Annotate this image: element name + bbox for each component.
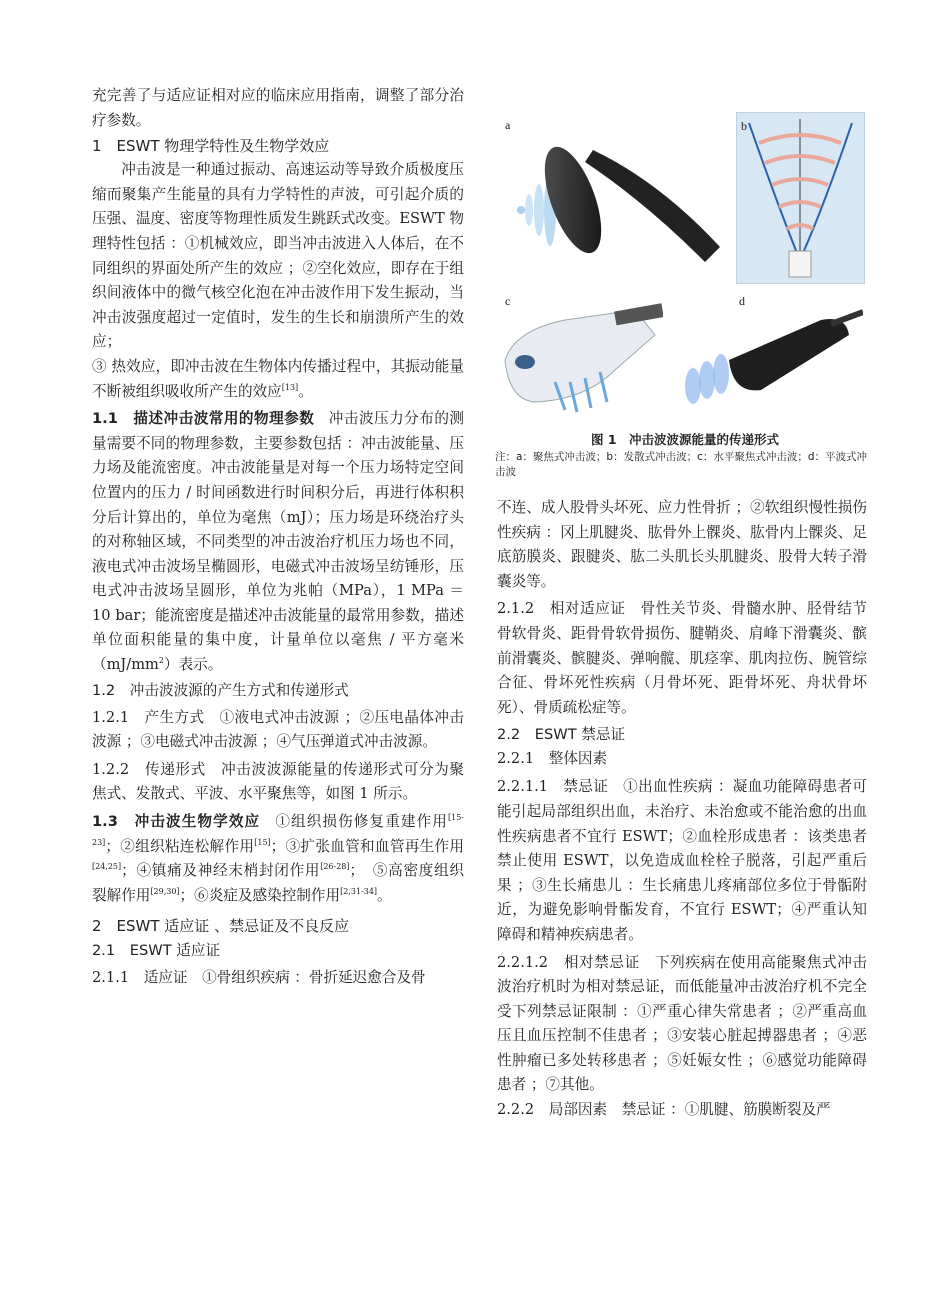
citation: [24,25] bbox=[92, 862, 122, 872]
paragraph: 1.2.2 传递形式 冲击波波源能量的传递形式可分为聚焦式、发散式、平波、水平聚焦等，如图 1 所示。 bbox=[92, 760, 464, 803]
figure-1 bbox=[495, 112, 865, 422]
figure-panel-b bbox=[736, 112, 865, 284]
text: ；⑥炎症及感染控制作用 bbox=[179, 886, 341, 904]
citation: [15] bbox=[254, 837, 271, 847]
subsection-label: 1.1 描述冲击波常用的物理参数 bbox=[92, 410, 315, 428]
figure-note: 注：a：聚焦式冲击波；b：发散式冲击波；c：水平聚焦式冲击波；d：平波式冲击波 bbox=[495, 451, 868, 478]
text: 冲击波压力分布的测量需要不同的物理参数，主要参数包括 ：冲击波能量、压力场及能流密度。冲击波能量是对每一个压力场特定空间位置内的压力 / 时间函数进行时间积分后，再进行体积积分后计算出的，单位为毫焦（mJ）；压力场是环绕治疗头的对称轴区域，不同类型的冲击波治疗机压力场也不同，液电式冲击波场呈椭圆形，电磁式冲击波场呈纺锤形，压电式冲击波场呈圆形，单位为兆帕（MPa），1 MPa ＝ 10 bar；能流密度是描述冲击波能量的最常用参数，描述单位面积能量的集中度，计量单位以毫焦 / 平方毫米（mJ/mm bbox=[92, 410, 464, 674]
paragraph bbox=[92, 355, 464, 404]
subsection-heading: 1.2 冲击波波源的产生方式和传递形式 bbox=[92, 681, 349, 699]
paragraph: 2.1.2 相对适应证 骨性关节炎、骨髓水肿、胫骨结节骨软骨炎、距骨骨软骨损伤、腱鞘炎、肩峰下滑囊炎、髌前滑囊炎、髌腱炎、弹响髋、肌痉挛、肌肉拉伤、腕管综合征、骨坏死性疾病（月骨坏死、距骨坏死、舟状骨坏死）、骨质疏松症等。 bbox=[497, 600, 867, 716]
figure-title: 图 1 冲击波波源能量的传递形式 bbox=[590, 432, 780, 447]
citation: [29,30] bbox=[150, 886, 180, 896]
text: 。 bbox=[377, 886, 392, 904]
paragraph: 2.1.1 适应证 ①骨组织疾病 ：骨折延迟愈合及骨 bbox=[92, 969, 426, 987]
paragraph: 2.2.1.2 相对禁忌证 下列疾病在使用高能聚焦式冲击波治疗机时为相对禁忌证，而低能量冲击波治疗机不完全受下列禁忌证限制 ：①严重心律失常患者 ；②严重高血压且血压控制不佳患者 ；③安装心脏起搏器患者 ；④恶性肿瘤已多处转移患者 ；⑤妊娠女性 ；⑥感觉功能障碍患者 ；⑦其他。 bbox=[497, 953, 867, 1094]
horizontal-focused-probe-image bbox=[495, 290, 663, 416]
figure-caption bbox=[495, 430, 875, 480]
subsection-label: 1.3 冲击波生物学效应 bbox=[92, 813, 261, 831]
text: ③ 热效应，即冲击波在生物体内传播过程中，其振动能量不断被组织吸收所产生的效应 bbox=[92, 357, 464, 400]
subsection-heading: 2.2 ESWT 禁忌证 bbox=[497, 726, 626, 744]
text: ；④镇痛及神经末梢封闭作用 bbox=[121, 862, 321, 880]
text: ；②组织粘连松解作用 bbox=[105, 837, 255, 855]
divergent-shockwave-diagram bbox=[737, 113, 864, 283]
citation: [26-28] bbox=[320, 862, 350, 872]
subsection-heading: 2.1 ESWT 适应证 bbox=[92, 942, 221, 960]
panel-label-c: c bbox=[505, 294, 511, 308]
right-column bbox=[497, 496, 867, 1123]
citation: [2,31-34] bbox=[340, 886, 378, 896]
text: 。 bbox=[298, 382, 313, 400]
text: ）表示。 bbox=[163, 656, 223, 674]
superscript: 2 bbox=[158, 656, 164, 666]
focused-shockwave-probe-image bbox=[495, 112, 727, 282]
text: ； ⑤高密度组织裂解作用 bbox=[92, 862, 464, 904]
paragraph: 2.2.1.1 禁忌证 ①出血性疾病 ：凝血功能障碍患者可能引起局部组织出血，未治疗、未治愈或不能治愈的出血性疾病患者不宜行 ESWT；②血栓形成患者 ：该类患者禁止使用 ESWT，以免造成血栓栓子脱落，引起严重后果 ；③生长痛患儿 ：生长痛患儿疼痛部位多位于骨骺附近，为避免影响骨骺发育，不宜行 ESWT；④严重认知障碍和精神疾病患者。 bbox=[497, 778, 867, 943]
citation: [13] bbox=[281, 382, 299, 392]
planar-shockwave-probe-image bbox=[671, 290, 863, 416]
panel-label-a: a bbox=[505, 118, 511, 132]
paragraph: 冲击波是一种通过振动、高速运动等导致介质极度压缩而聚集产生能量的具有力学特性的声波，可引起介质的压强、温度、密度等物理性质发生跳跃式改变。ESWT 物理特性包括 ：①机械效应，即当冲击波进入人体后，在不同组织的界面处所产生的效应 ；②空化效应，即存在于组织间液体中的微气核空化泡在冲击波作用下发生振动，当冲击波强度超过一定值时，发生的生长和崩溃所产生的效应； bbox=[92, 161, 464, 351]
paragraph: 2.2.2 局部因素 禁忌证 ：①肌腱、筋膜断裂及严 bbox=[497, 1101, 831, 1119]
paragraph bbox=[92, 407, 464, 678]
citation: [15-23] bbox=[92, 813, 464, 847]
figure-panel-c bbox=[495, 290, 663, 416]
section-heading-1: 1 ESWT 物理学特性及生物学效应 bbox=[92, 137, 330, 156]
paragraph: 不连、成人股骨头坏死、应力性骨折 ；②软组织慢性损伤性疾病 ：冈上肌腱炎、肱骨外上髁炎、肱骨内上髁炎、足底筋膜炎、跟腱炎、肱二头肌长头肌腱炎、股骨大转子滑囊炎等。 bbox=[497, 499, 867, 590]
figure-panel-a bbox=[495, 112, 727, 282]
panel-label-b: b bbox=[741, 119, 747, 133]
figure-panel-d bbox=[671, 290, 863, 416]
paragraph: 1.2.1 产生方式 ①液电式冲击波源 ；②压电晶体冲击波源 ；③电磁式冲击波源 ；④气压弹道式冲击波源。 bbox=[92, 708, 464, 751]
paragraph bbox=[92, 810, 464, 908]
text: ；③扩张血管和血管再生作用 bbox=[270, 837, 464, 855]
panel-label-d: d bbox=[739, 294, 745, 308]
text: ①组织损伤修复重建作用 bbox=[274, 813, 448, 831]
left-column bbox=[92, 84, 464, 991]
paragraph: 充完善了与适应证相对应的临床应用指南，调整了部分治疗参数。 bbox=[92, 87, 464, 129]
section-heading-2: 2 ESWT 适应证 、禁忌证及不良反应 bbox=[92, 917, 350, 936]
subsubsection-heading: 2.2.1 整体因素 bbox=[497, 750, 608, 768]
